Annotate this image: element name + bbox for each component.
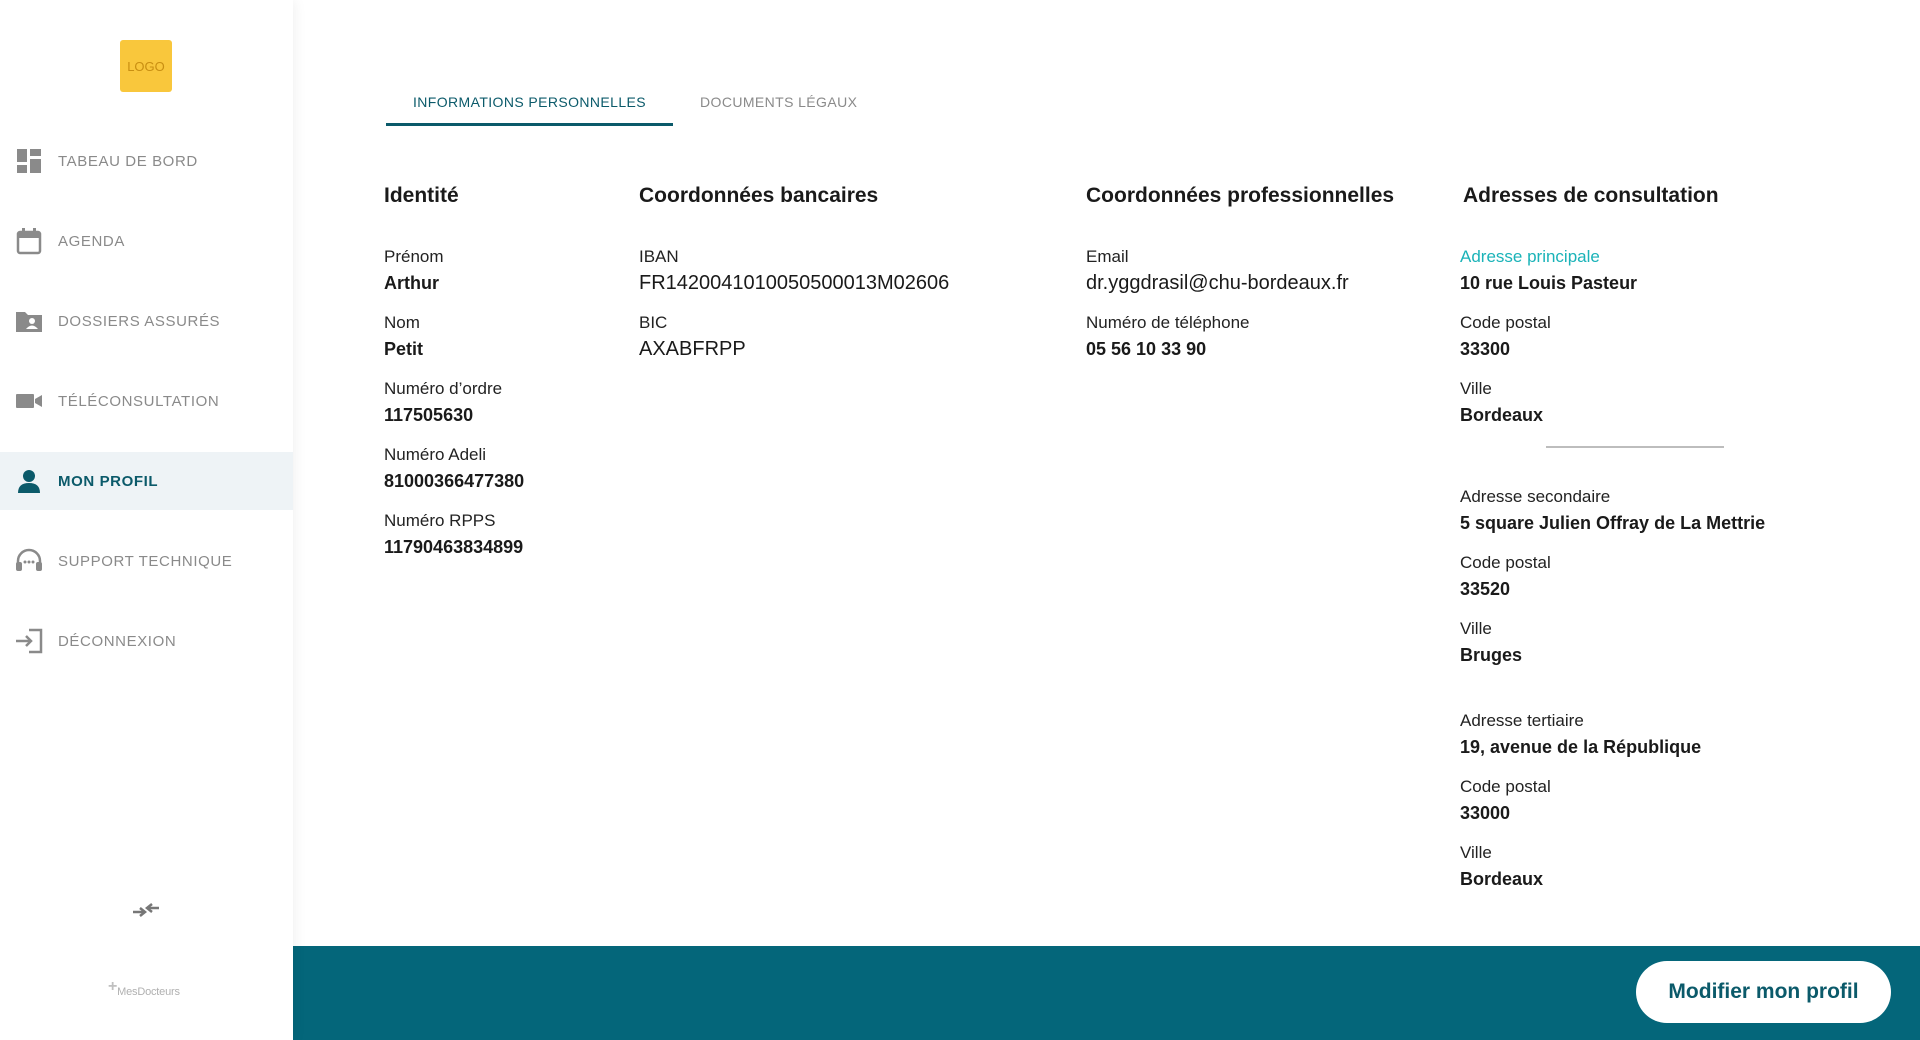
sidebar-item-support-technique[interactable] [0,532,293,590]
tab-informations-personnelles[interactable]: INFORMATIONS PERSONNELLES [386,78,673,126]
field-value: Petit [384,339,424,359]
section-title: Identité [384,184,459,207]
field-ville [1460,842,1765,894]
field-value: 81000366477380 [384,471,525,491]
field-ville [1460,618,1765,670]
field-value: 11790463834899 [384,537,524,557]
address-secondaire [1460,486,1765,670]
sidebar [0,0,293,1040]
folder-user-icon [15,307,43,335]
field-label: Numéro de téléphone [1086,313,1250,332]
sidebar-item-label: MON PROFIL [58,472,159,490]
field-label: Numéro RPPS [384,511,496,530]
field-value: AXABFRPP [639,338,746,360]
field-label: Nom [384,313,420,332]
field-label: Ville [1460,379,1492,398]
field-value: FR1420041010050500013M02606 [639,272,950,294]
address-principale [1460,246,1765,430]
collapse-arrows-icon[interactable] [131,898,161,922]
sidebar-nav [0,132,293,692]
field-value: Bordeaux [1460,405,1544,425]
sidebar-item-tableau-de-bord[interactable] [0,132,293,190]
professional-section [1086,184,1394,378]
field-bic [639,312,949,364]
sidebar-item-label: TABEAU DE BORD [58,152,198,170]
main-content [293,0,1920,946]
tab-documents-legaux[interactable]: DOCUMENTS LÉGAUX [700,94,858,110]
headset-icon [15,547,43,575]
field-code-postal [1460,776,1765,828]
logout-icon [15,627,43,655]
dashboard-icon [15,147,43,175]
field-value: 33520 [1460,579,1511,599]
field-code-postal [1460,552,1765,604]
field-label: Numéro d’ordre [384,379,503,398]
field-label: Numéro Adeli [384,445,487,464]
logo[interactable] [120,40,172,92]
field-address [1460,246,1765,298]
field-value: 19, avenue de la République [1460,737,1702,757]
field-label: Prénom [384,247,444,266]
field-label: Code postal [1460,553,1551,572]
field-value: 5 square Julien Offray de La Mettrie [1460,513,1766,533]
field-value: Bordeaux [1460,869,1544,889]
sidebar-item-label: TÉLÉCONSULTATION [58,392,220,410]
field-value: 05 56 10 33 90 [1086,339,1207,359]
identity-section [384,184,524,576]
field-value: Arthur [384,273,439,293]
field-value: 33300 [1460,339,1511,359]
field-prenom [384,246,524,298]
banking-section [639,184,949,378]
video-camera-icon [15,387,43,415]
edit-profile-button[interactable]: Modifier mon profil [1636,961,1891,1023]
field-label: Code postal [1460,313,1551,332]
field-value: 10 rue Louis Pasteur [1460,273,1638,293]
field-label: Ville [1460,843,1492,862]
field-label: Adresse secondaire [1460,487,1611,506]
footer-bar [293,946,1920,1040]
field-numero-rpps [384,510,524,562]
field-address [1460,710,1765,762]
field-label: Adresse tertiaire [1460,711,1584,730]
sidebar-item-dossiers-assures[interactable] [0,292,293,350]
field-email [1086,246,1394,298]
field-label: Code postal [1460,777,1551,796]
addresses-section [1460,184,1765,908]
sidebar-item-label: DÉCONNEXION [58,632,177,650]
section-title: Coordonnées professionnelles [1086,184,1395,207]
logo-text: LOGO [127,58,165,74]
field-code-postal [1460,312,1765,364]
field-label: Email [1086,247,1129,266]
field-numero-adeli [384,444,524,496]
sidebar-item-mon-profil[interactable] [0,452,293,510]
section-title: Adresses de consultation [1463,184,1719,207]
field-value: 33000 [1460,803,1511,823]
field-label: BIC [639,313,668,332]
field-ville [1460,378,1765,430]
address-tertiaire [1460,710,1765,894]
field-label: Ville [1460,619,1492,638]
person-icon [15,467,43,495]
field-value: dr.yggdrasil@chu-bordeaux.fr [1086,272,1349,294]
field-nom [384,312,524,364]
sidebar-item-teleconsultation[interactable] [0,372,293,430]
plus-icon: + [108,978,118,995]
field-iban [639,246,949,298]
brand-text: MesDocteurs [117,986,180,998]
tab-bar [386,78,884,126]
field-label: Adresse principale [1460,247,1600,266]
calendar-icon [15,227,43,255]
brand-logo [108,978,180,1000]
sidebar-item-label: SUPPORT TECHNIQUE [58,552,233,570]
sidebar-item-deconnexion[interactable] [0,612,293,670]
sidebar-item-agenda[interactable] [0,212,293,270]
spacer [1460,684,1765,710]
field-telephone [1086,312,1394,364]
field-numero-ordre [384,378,524,430]
section-title: Coordonnées bancaires [639,184,879,207]
field-address [1460,486,1765,538]
field-label: IBAN [639,247,679,266]
sidebar-item-label: AGENDA [58,232,125,250]
sidebar-item-label: DOSSIERS ASSURÉS [58,312,221,330]
field-value: Bruges [1460,645,1523,665]
divider [1546,446,1724,448]
field-value: 117505630 [384,405,474,425]
